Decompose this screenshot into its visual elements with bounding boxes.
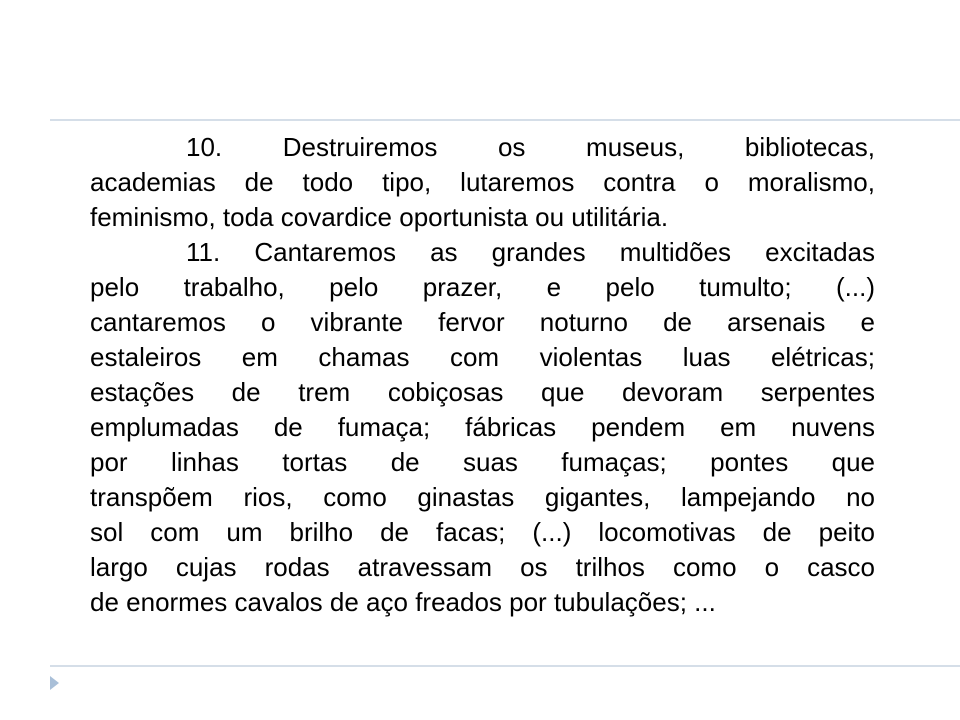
bottom-divider: [50, 665, 960, 667]
paragraph-11: [90, 235, 875, 620]
triangle-bullet-icon: [50, 676, 59, 690]
text-line: sol com um brilho de facas; (...) locomotivas de peito: [90, 517, 875, 547]
text-line: largo cujas rodas atravessam os trilhos como o casco: [90, 552, 875, 582]
text-line: academias de todo tipo, lutaremos contra o moralismo,: [90, 167, 875, 197]
text-line: pelo trabalho, pelo prazer, e pelo tumulto; (...): [90, 272, 875, 302]
text-line: estaleiros em chamas com violentas luas elétricas;: [90, 342, 875, 372]
text-line: transpõem rios, como ginastas gigantes, lampejando no: [90, 482, 875, 512]
text-line: emplumadas de fumaça; fábricas pendem em nuvens: [90, 412, 875, 442]
text-line: de enormes cavalos de aço freados por tubulações; ...: [90, 587, 716, 617]
paragraph-10: [90, 130, 875, 235]
body-text: [90, 130, 875, 620]
text-line: feminismo, toda covardice oportunista ou utilitária.: [90, 202, 669, 232]
text-line: 11. Cantaremos as grandes multidões excitadas: [186, 237, 875, 267]
text-line: por linhas tortas de suas fumaças; pontes que: [90, 447, 875, 477]
text-line: 10. Destruiremos os museus, bibliotecas,: [186, 132, 875, 162]
text-line: cantaremos o vibrante fervor noturno de arsenais e: [90, 307, 875, 337]
top-divider: [50, 119, 960, 121]
text-line: estações de trem cobiçosas que devoram serpentes: [90, 377, 875, 407]
